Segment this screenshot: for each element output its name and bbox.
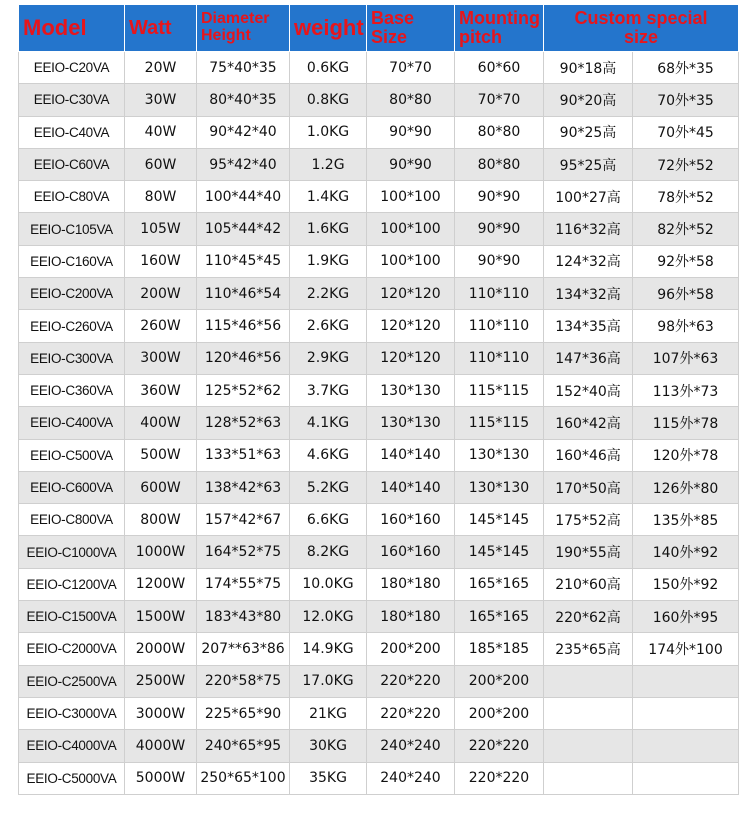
cell-watt: 2000W	[125, 633, 197, 665]
cell-weight: 6.6KG	[290, 504, 367, 536]
cell-custom-size-2: 120外*78	[633, 439, 739, 471]
table-row	[19, 601, 739, 633]
table-row	[19, 310, 739, 342]
cell-mounting-pitch: 200*200	[455, 665, 544, 697]
cell-custom-size-1: 90*18高	[544, 52, 633, 84]
cell-watt: 1000W	[125, 536, 197, 568]
cell-mounting-pitch: 130*130	[455, 439, 544, 471]
cell-weight: 3.7KG	[290, 374, 367, 406]
cell-mounting-pitch: 80*80	[455, 116, 544, 148]
cell-diameter-height: 90*42*40	[197, 116, 290, 148]
cell-custom-size-1: 170*50高	[544, 471, 633, 503]
cell-weight: 0.8KG	[290, 84, 367, 116]
cell-weight: 12.0KG	[290, 601, 367, 633]
cell-base-size: 160*160	[367, 504, 455, 536]
cell-diameter-height: 100*44*40	[197, 181, 290, 213]
cell-diameter-height: 138*42*63	[197, 471, 290, 503]
cell-mounting-pitch: 115*115	[455, 407, 544, 439]
cell-watt: 1200W	[125, 568, 197, 600]
cell-diameter-height: 80*40*35	[197, 84, 290, 116]
cell-weight: 17.0KG	[290, 665, 367, 697]
cell-weight: 1.2G	[290, 148, 367, 180]
cell-model: EEIO-C600VA	[19, 471, 125, 503]
cell-weight: 2.9KG	[290, 342, 367, 374]
cell-custom-size-2: 174外*100	[633, 633, 739, 665]
cell-weight: 21KG	[290, 697, 367, 729]
cell-weight: 1.6KG	[290, 213, 367, 245]
cell-watt: 3000W	[125, 697, 197, 729]
cell-weight: 5.2KG	[290, 471, 367, 503]
cell-weight: 30KG	[290, 730, 367, 762]
cell-diameter-height: 110*46*54	[197, 278, 290, 310]
cell-custom-size-1	[544, 762, 633, 794]
table-row	[19, 342, 739, 374]
header-base-size: Base Size	[367, 5, 455, 52]
cell-diameter-height: 225*65*90	[197, 697, 290, 729]
cell-model: EEIO-C260VA	[19, 310, 125, 342]
cell-diameter-height: 120*46*56	[197, 342, 290, 374]
table-row	[19, 181, 739, 213]
cell-watt: 4000W	[125, 730, 197, 762]
cell-model: EEIO-C30VA	[19, 84, 125, 116]
cell-custom-size-1: 116*32高	[544, 213, 633, 245]
header-watt: Watt	[125, 5, 197, 52]
cell-base-size: 100*100	[367, 181, 455, 213]
cell-mounting-pitch: 165*165	[455, 601, 544, 633]
cell-diameter-height: 183*43*80	[197, 601, 290, 633]
cell-mounting-pitch: 110*110	[455, 342, 544, 374]
cell-custom-size-2	[633, 697, 739, 729]
cell-custom-size-1: 134*32高	[544, 278, 633, 310]
cell-model: EEIO-C800VA	[19, 504, 125, 536]
cell-custom-size-2: 107外*63	[633, 342, 739, 374]
table-row	[19, 374, 739, 406]
cell-base-size: 80*80	[367, 84, 455, 116]
cell-base-size: 220*220	[367, 697, 455, 729]
cell-diameter-height: 125*52*62	[197, 374, 290, 406]
table-row	[19, 504, 739, 536]
cell-model: EEIO-C3000VA	[19, 697, 125, 729]
cell-diameter-height: 220*58*75	[197, 665, 290, 697]
table-row	[19, 536, 739, 568]
cell-custom-size-2: 115外*78	[633, 407, 739, 439]
cell-weight: 1.0KG	[290, 116, 367, 148]
cell-custom-size-1	[544, 730, 633, 762]
cell-mounting-pitch: 90*90	[455, 245, 544, 277]
cell-model: EEIO-C4000VA	[19, 730, 125, 762]
cell-base-size: 180*180	[367, 568, 455, 600]
cell-diameter-height: 207**63*86	[197, 633, 290, 665]
cell-mounting-pitch: 110*110	[455, 278, 544, 310]
cell-model: EEIO-C5000VA	[19, 762, 125, 794]
cell-weight: 14.9KG	[290, 633, 367, 665]
table-row	[19, 730, 739, 762]
cell-custom-size-1: 90*20高	[544, 84, 633, 116]
cell-custom-size-2: 68外*35	[633, 52, 739, 84]
cell-mounting-pitch: 90*90	[455, 181, 544, 213]
header-weight: weight	[290, 5, 367, 52]
cell-custom-size-2: 96外*58	[633, 278, 739, 310]
cell-base-size: 240*240	[367, 762, 455, 794]
cell-model: EEIO-C2000VA	[19, 633, 125, 665]
cell-base-size: 180*180	[367, 601, 455, 633]
table-header	[19, 5, 739, 52]
cell-watt: 400W	[125, 407, 197, 439]
cell-custom-size-1: 190*55高	[544, 536, 633, 568]
cell-mounting-pitch: 70*70	[455, 84, 544, 116]
table-row	[19, 439, 739, 471]
cell-watt: 260W	[125, 310, 197, 342]
cell-custom-size-2: 126外*80	[633, 471, 739, 503]
cell-custom-size-2: 70外*45	[633, 116, 739, 148]
cell-model: EEIO-C20VA	[19, 52, 125, 84]
cell-mounting-pitch: 145*145	[455, 536, 544, 568]
table-row	[19, 213, 739, 245]
cell-watt: 30W	[125, 84, 197, 116]
table-row	[19, 407, 739, 439]
cell-base-size: 120*120	[367, 310, 455, 342]
cell-watt: 360W	[125, 374, 197, 406]
cell-custom-size-2: 113外*73	[633, 374, 739, 406]
table-row	[19, 116, 739, 148]
cell-model: EEIO-C80VA	[19, 181, 125, 213]
cell-custom-size-1: 235*65高	[544, 633, 633, 665]
cell-model: EEIO-C105VA	[19, 213, 125, 245]
cell-custom-size-1: 90*25高	[544, 116, 633, 148]
cell-watt: 200W	[125, 278, 197, 310]
cell-weight: 35KG	[290, 762, 367, 794]
cell-custom-size-1: 134*35高	[544, 310, 633, 342]
table-row	[19, 245, 739, 277]
cell-diameter-height: 105*44*42	[197, 213, 290, 245]
cell-mounting-pitch: 220*220	[455, 762, 544, 794]
cell-custom-size-2: 78外*52	[633, 181, 739, 213]
cell-mounting-pitch: 60*60	[455, 52, 544, 84]
table-row	[19, 84, 739, 116]
cell-model: EEIO-C40VA	[19, 116, 125, 148]
cell-model: EEIO-C400VA	[19, 407, 125, 439]
cell-custom-size-1	[544, 697, 633, 729]
cell-custom-size-2: 135外*85	[633, 504, 739, 536]
table-row	[19, 665, 739, 697]
cell-watt: 300W	[125, 342, 197, 374]
cell-custom-size-1: 147*36高	[544, 342, 633, 374]
table-row	[19, 148, 739, 180]
cell-watt: 500W	[125, 439, 197, 471]
cell-diameter-height: 110*45*45	[197, 245, 290, 277]
cell-diameter-height: 75*40*35	[197, 52, 290, 84]
cell-watt: 60W	[125, 148, 197, 180]
cell-base-size: 90*90	[367, 116, 455, 148]
cell-custom-size-2: 98外*63	[633, 310, 739, 342]
cell-custom-size-1: 160*42高	[544, 407, 633, 439]
cell-watt: 80W	[125, 181, 197, 213]
cell-mounting-pitch: 145*145	[455, 504, 544, 536]
header-diameter-height: Diameter Height	[197, 5, 290, 52]
cell-custom-size-2: 82外*52	[633, 213, 739, 245]
cell-model: EEIO-C500VA	[19, 439, 125, 471]
cell-weight: 1.9KG	[290, 245, 367, 277]
cell-model: EEIO-C200VA	[19, 278, 125, 310]
cell-weight: 4.1KG	[290, 407, 367, 439]
cell-diameter-height: 157*42*67	[197, 504, 290, 536]
cell-base-size: 220*220	[367, 665, 455, 697]
cell-mounting-pitch: 130*130	[455, 471, 544, 503]
cell-custom-size-1: 100*27高	[544, 181, 633, 213]
cell-weight: 2.2KG	[290, 278, 367, 310]
cell-custom-size-2: 72外*52	[633, 148, 739, 180]
cell-mounting-pitch: 185*185	[455, 633, 544, 665]
cell-base-size: 100*100	[367, 213, 455, 245]
cell-model: EEIO-C2500VA	[19, 665, 125, 697]
cell-base-size: 100*100	[367, 245, 455, 277]
cell-watt: 600W	[125, 471, 197, 503]
cell-mounting-pitch: 165*165	[455, 568, 544, 600]
cell-watt: 2500W	[125, 665, 197, 697]
cell-watt: 160W	[125, 245, 197, 277]
cell-base-size: 130*130	[367, 374, 455, 406]
cell-model: EEIO-C360VA	[19, 374, 125, 406]
cell-watt: 105W	[125, 213, 197, 245]
cell-watt: 20W	[125, 52, 197, 84]
cell-model: EEIO-C160VA	[19, 245, 125, 277]
cell-diameter-height: 133*51*63	[197, 439, 290, 471]
cell-watt: 1500W	[125, 601, 197, 633]
cell-weight: 2.6KG	[290, 310, 367, 342]
cell-base-size: 140*140	[367, 439, 455, 471]
cell-weight: 1.4KG	[290, 181, 367, 213]
cell-weight: 8.2KG	[290, 536, 367, 568]
cell-model: EEIO-C60VA	[19, 148, 125, 180]
cell-custom-size-2: 160外*95	[633, 601, 739, 633]
cell-custom-size-2: 92外*58	[633, 245, 739, 277]
header-custom-special-size: Custom special size	[544, 5, 739, 52]
cell-base-size: 160*160	[367, 536, 455, 568]
cell-mounting-pitch: 80*80	[455, 148, 544, 180]
table-row	[19, 568, 739, 600]
header-mounting-pitch: Mounting pitch	[455, 5, 544, 52]
spec-table-container	[18, 4, 738, 795]
header-row	[19, 5, 739, 52]
cell-base-size: 70*70	[367, 52, 455, 84]
cell-diameter-height: 128*52*63	[197, 407, 290, 439]
cell-custom-size-2	[633, 730, 739, 762]
cell-mounting-pitch: 115*115	[455, 374, 544, 406]
cell-custom-size-1: 220*62高	[544, 601, 633, 633]
cell-custom-size-1: 175*52高	[544, 504, 633, 536]
cell-custom-size-1: 95*25高	[544, 148, 633, 180]
cell-weight: 0.6KG	[290, 52, 367, 84]
table-row	[19, 697, 739, 729]
cell-custom-size-1	[544, 665, 633, 697]
cell-base-size: 240*240	[367, 730, 455, 762]
cell-custom-size-1: 160*46高	[544, 439, 633, 471]
cell-custom-size-1: 124*32高	[544, 245, 633, 277]
cell-model: EEIO-C1000VA	[19, 536, 125, 568]
table-row	[19, 52, 739, 84]
cell-model: EEIO-C1200VA	[19, 568, 125, 600]
cell-base-size: 200*200	[367, 633, 455, 665]
cell-base-size: 120*120	[367, 278, 455, 310]
cell-custom-size-1: 210*60高	[544, 568, 633, 600]
cell-base-size: 120*120	[367, 342, 455, 374]
cell-custom-size-2	[633, 762, 739, 794]
table-row	[19, 762, 739, 794]
cell-mounting-pitch: 90*90	[455, 213, 544, 245]
cell-mounting-pitch: 200*200	[455, 697, 544, 729]
cell-base-size: 140*140	[367, 471, 455, 503]
cell-weight: 4.6KG	[290, 439, 367, 471]
cell-diameter-height: 240*65*95	[197, 730, 290, 762]
cell-mounting-pitch: 110*110	[455, 310, 544, 342]
cell-mounting-pitch: 220*220	[455, 730, 544, 762]
cell-watt: 800W	[125, 504, 197, 536]
cell-base-size: 130*130	[367, 407, 455, 439]
cell-watt: 5000W	[125, 762, 197, 794]
cell-custom-size-2: 70外*35	[633, 84, 739, 116]
table-body	[19, 52, 739, 795]
cell-custom-size-2: 150外*92	[633, 568, 739, 600]
cell-base-size: 90*90	[367, 148, 455, 180]
cell-diameter-height: 250*65*100	[197, 762, 290, 794]
table-row	[19, 278, 739, 310]
cell-watt: 40W	[125, 116, 197, 148]
cell-diameter-height: 164*52*75	[197, 536, 290, 568]
header-model: Model	[19, 5, 125, 52]
cell-weight: 10.0KG	[290, 568, 367, 600]
cell-custom-size-2: 140外*92	[633, 536, 739, 568]
cell-custom-size-2	[633, 665, 739, 697]
cell-model: EEIO-C1500VA	[19, 601, 125, 633]
cell-custom-size-1: 152*40高	[544, 374, 633, 406]
transformer-spec-table	[18, 4, 739, 795]
cell-model: EEIO-C300VA	[19, 342, 125, 374]
cell-diameter-height: 174*55*75	[197, 568, 290, 600]
cell-diameter-height: 95*42*40	[197, 148, 290, 180]
table-row	[19, 471, 739, 503]
cell-diameter-height: 115*46*56	[197, 310, 290, 342]
table-row	[19, 633, 739, 665]
